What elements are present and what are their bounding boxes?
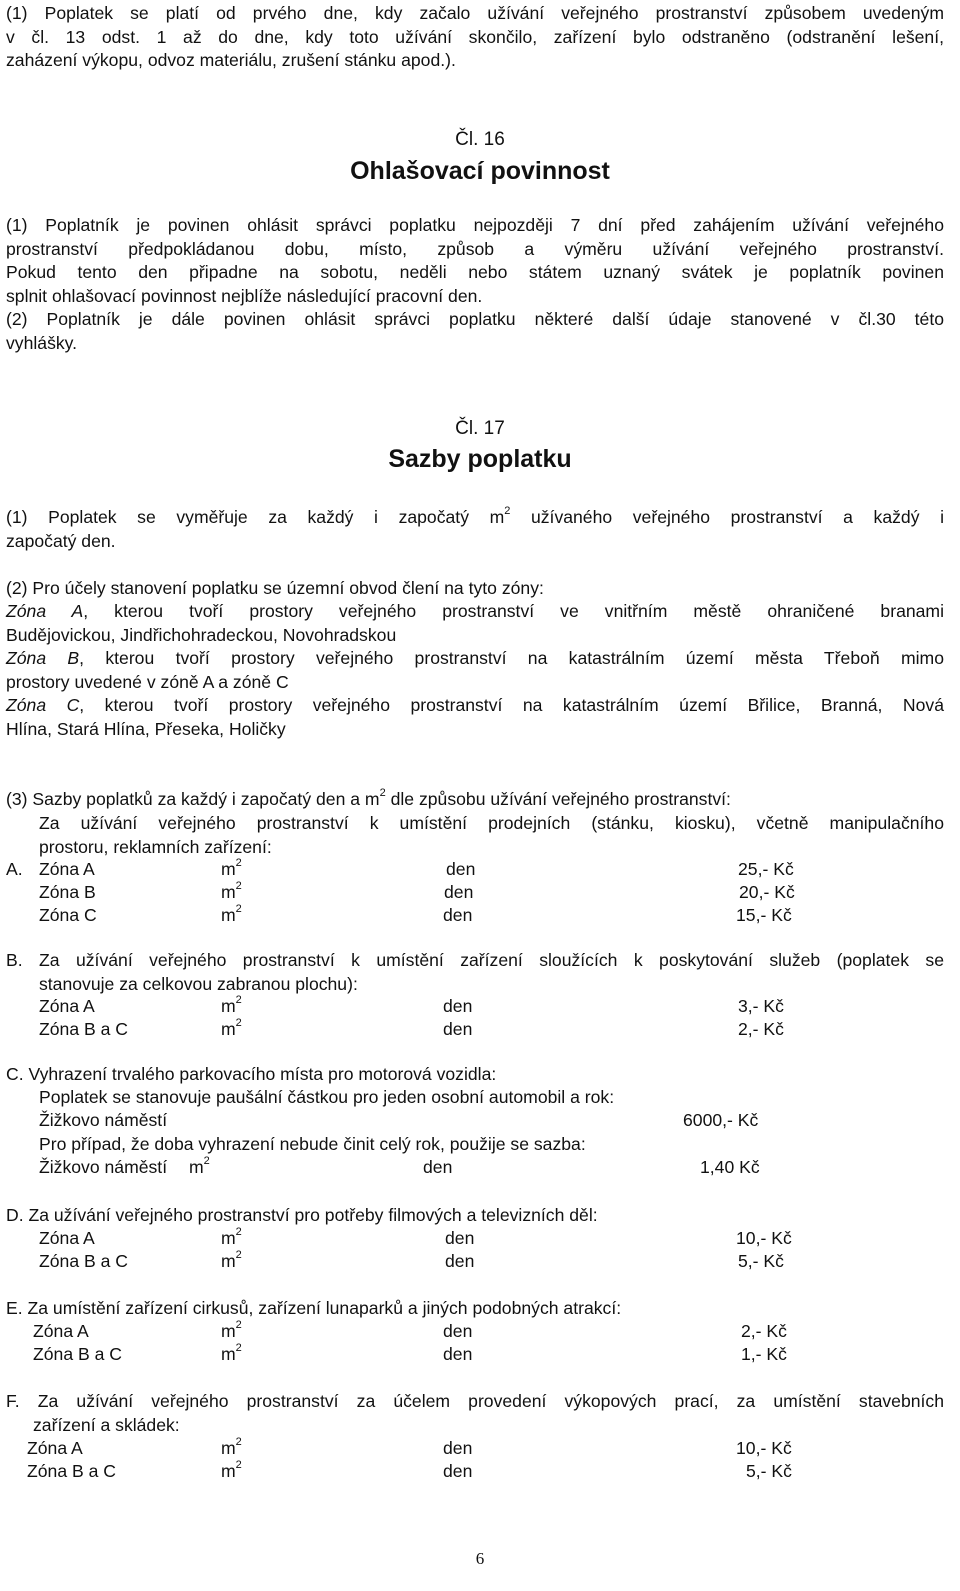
intro-paragraph <box>6 2 944 73</box>
text-line: (1) Poplatník je povinen ohlásit správci poplatku nejpozději 7 dní před zahájením užívání veřejného <box>6 215 944 235</box>
text-line: (1) Poplatek se vyměřuje za každý i započatý $m^2$ užívaného veřejného prostranství a každý i <box>6 505 944 527</box>
zone-a-desc: Zóna A, kterou tvoří prostory veřejného prostranství ve vnitřním městě ohraničené branami Budějovickou, Jindřichohradeckou, Novohradskou <box>6 601 944 645</box>
rate-row <box>0 1227 960 1250</box>
text-line: započatý den. <box>6 530 116 551</box>
unit-time: den <box>445 1228 475 1248</box>
section-e-heading: E. Za umístění zařízení cirkusů, zařízení lunaparků a jiných podobných atrakcí: <box>6 1298 622 1318</box>
price: 2,- Kč <box>741 1321 787 1341</box>
text-line: (1) Poplatek se platí od prvého dne, kdy začalo užívání veřejného prostranství způsobem uvedeným <box>6 3 944 23</box>
art17-paragraph-1 <box>6 506 944 553</box>
section-letter: A. <box>6 859 23 879</box>
section-c-heading: C. Vyhrazení trvalého parkovacího místa pro motorová vozidla: <box>6 1064 497 1084</box>
section-f-heading: F. Za užívání veřejného prostranství za účelem provedení výkopových prací, za umístění stavebních zařízení a skládek: <box>6 1391 944 1435</box>
article-17-title: Sazby poplatku <box>388 445 572 473</box>
rate-row <box>0 881 960 904</box>
text-line: v čl. 13 odst. 1 až do dne, kdy toto užívání skončilo, zařízení bylo odstraněno (odstranění lešení, <box>6 26 944 47</box>
zone-c-desc: Zóna C, kterou tvoří prostory veřejného prostranství na katastrálním území Břilice, Branná, Nová Hlína, Stará Hlína, Přeseka, Holičky <box>6 695 944 739</box>
unit-area: $m^2$ <box>221 1017 242 1039</box>
price: 25,- Kč <box>738 859 794 879</box>
zone-name: Zóna A <box>33 1321 89 1341</box>
unit-time: den <box>445 1251 475 1271</box>
zone-name: Zóna B a C <box>33 1344 122 1364</box>
section-c-text: Pro případ, že doba vyhrazení nebude činit celý rok, použije se sazba: <box>39 1134 586 1154</box>
unit-area: $m^2$ <box>221 880 242 902</box>
unit-time: den <box>423 1157 453 1177</box>
price: 15,- Kč <box>736 905 792 925</box>
zone-b-desc: Zóna B, kterou tvoří prostory veřejného prostranství na katastrálním území města Třeboň mimo prostory uvedené v zóně A a zóně C <box>6 648 944 692</box>
unit-area: $m^2$ <box>221 1342 242 1364</box>
place-name: Žižkovo náměstí <box>39 1157 168 1177</box>
unit-time: den <box>443 996 473 1016</box>
zone-name: Zóna B a C <box>27 1461 116 1481</box>
unit-area: $m^2$ <box>221 903 242 925</box>
price: 5,- Kč <box>746 1461 792 1481</box>
rate-row <box>0 1250 960 1273</box>
price: 3,- Kč <box>738 996 784 1016</box>
text-line: zaházení výkopu, odvoz materiálu, zrušení stánku apod.). <box>6 50 456 70</box>
unit-area: $m^2$ <box>221 1459 242 1481</box>
unit-time: den <box>443 1321 473 1341</box>
section-a-heading: Za užívání veřejného prostranství k umístění prodejních (stánku, kiosku), včetně manipulačního prostoru, reklamních zařízení: <box>39 813 944 857</box>
section-b-heading: B. Za užívání veřejného prostranství k umístění zařízení sloužících k poskytování služeb (poplatek se stanovuje za celkovou zabranou plochu): <box>6 950 944 994</box>
zone-name: Zóna C <box>39 905 97 925</box>
unit-area: $m^2$ <box>221 1249 242 1271</box>
price: 10,- Kč <box>736 1438 792 1458</box>
text-line: (2) Poplatník je dále povinen ohlásit správci poplatku některé další údaje stanovené v čl.30 této <box>6 309 944 329</box>
price: 1,40 Kč <box>700 1157 760 1177</box>
art17-paragraph-2-intro: (2) Pro účely stanovení poplatku se územní obvod člení na tyto zóny: <box>6 578 544 598</box>
price: 5,- Kč <box>738 1251 784 1271</box>
unit-time: den <box>443 1019 473 1039</box>
unit-time: den <box>444 882 474 902</box>
article-16-title: Ohlašovací povinnost <box>350 157 610 185</box>
article-16-number: Čl. 16 <box>455 129 505 150</box>
unit-area: $m^2$ <box>221 1319 242 1341</box>
unit-area: $m^2$ <box>221 1436 242 1458</box>
art16-paragraph-2 <box>6 308 944 355</box>
unit-time: den <box>446 859 476 879</box>
text-line: prostranství předpokládanou dobu, místo, způsob a výměru užívání veřejného prostranství. <box>6 238 944 259</box>
rate-row <box>0 1460 960 1483</box>
rate-row <box>0 995 960 1018</box>
rate-row <box>0 904 960 927</box>
zone-name: Zóna A <box>39 859 95 879</box>
unit-time: den <box>443 1344 473 1364</box>
price: 6000,- Kč <box>683 1110 759 1130</box>
price: 1,- Kč <box>741 1344 787 1364</box>
place-name: Žižkovo náměstí <box>39 1110 168 1130</box>
price: 2,- Kč <box>738 1019 784 1039</box>
art16-paragraph-1 <box>6 214 944 308</box>
unit-area: $m^2$ <box>221 994 242 1016</box>
rate-row <box>0 1018 960 1041</box>
section-d-heading: D. Za užívání veřejného prostranství pro potřeby filmových a televizních děl: <box>6 1205 598 1225</box>
section-c-text: Poplatek se stanovuje paušální částkou pro jeden osobní automobil a rok: <box>39 1087 615 1107</box>
article-17-number: Čl. 17 <box>455 418 505 439</box>
unit-time: den <box>443 1438 473 1458</box>
text-line: splnit ohlašovací povinnost nejblíže následující pracovní den. <box>6 285 483 306</box>
rate-row <box>0 858 960 881</box>
zone-name: Zóna A <box>27 1438 83 1458</box>
unit-time: den <box>443 905 473 925</box>
unit-area: $m^2$ <box>221 857 242 879</box>
price: 20,- Kč <box>739 882 795 902</box>
page-number: 6 <box>475 1549 485 1568</box>
rate-row <box>0 1109 960 1132</box>
rate-row <box>0 1437 960 1460</box>
text-line: Pokud tento den připadne na sobotu, neděli nebo státem uznaný svátek je poplatník povinen <box>6 262 944 282</box>
zone-name: Zóna A <box>39 996 95 1016</box>
rate-row <box>0 1320 960 1343</box>
rate-row <box>0 1343 960 1366</box>
unit-area: $m^2$ <box>221 1226 242 1248</box>
zone-name: Zóna B a C <box>39 1251 128 1271</box>
zone-name: Zóna B a C <box>39 1019 128 1039</box>
art17-paragraph-3-intro: (3) Sazby poplatků za každý i započatý den a $m^2$ dle způsobu užívání veřejného prostranství: <box>6 787 731 809</box>
price: 10,- Kč <box>736 1228 792 1248</box>
zone-name: Zóna A <box>39 1228 95 1248</box>
rate-row <box>0 1156 960 1179</box>
unit-area: $m^2$ <box>189 1155 210 1177</box>
text-line: vyhlášky. <box>6 332 78 353</box>
zone-name: Zóna B <box>39 882 96 902</box>
unit-time: den <box>443 1461 473 1481</box>
